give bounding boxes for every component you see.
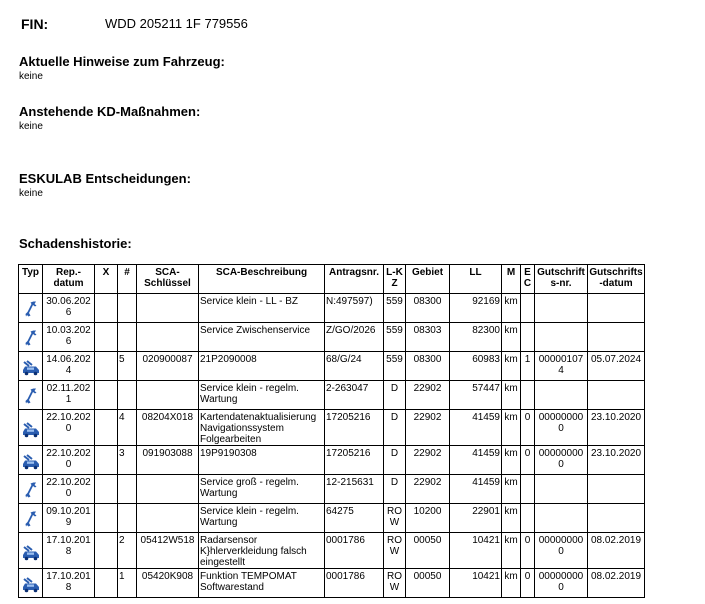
- cell-ll: 82300: [450, 323, 502, 352]
- cell-ec: [521, 504, 535, 533]
- cell-number: 2: [118, 533, 137, 569]
- header-credit-date: Gutschrifts-datum: [588, 265, 645, 294]
- header-l-kz: L-KZ: [384, 265, 406, 294]
- cell-x: [95, 294, 118, 323]
- cell-area: 08303: [406, 323, 450, 352]
- cell-m: km: [502, 381, 521, 410]
- cell-credit-number: [535, 323, 588, 352]
- cell-credit-number: 000000000: [535, 410, 588, 446]
- header-m: M: [502, 265, 521, 294]
- cell-m: km: [502, 504, 521, 533]
- cell-l-kz: 559: [384, 352, 406, 381]
- cell-m: km: [502, 475, 521, 504]
- cell-area: 00050: [406, 569, 450, 598]
- cell-area: 08300: [406, 352, 450, 381]
- cell-sca-key: [137, 381, 199, 410]
- cell-application-number: 0001786: [325, 533, 384, 569]
- cell-date: 22.10.2020: [43, 410, 95, 446]
- wrench-icon: [19, 300, 42, 318]
- table-row[interactable]: [19, 446, 645, 475]
- section-text-kd: keine: [19, 121, 43, 132]
- cell-type: [19, 323, 43, 352]
- cell-type: [19, 504, 43, 533]
- cell-l-kz: ROW: [384, 569, 406, 598]
- cell-sca-description: Service klein - regelm. Wartung: [199, 381, 325, 410]
- cell-number: [118, 323, 137, 352]
- cell-number: 3: [118, 446, 137, 475]
- cell-m: km: [502, 294, 521, 323]
- cell-x: [95, 475, 118, 504]
- history-title: Schadenshistorie:: [19, 236, 132, 251]
- header-rep-datum: Rep.-datum: [43, 265, 95, 294]
- header-sca-description: SCA-Beschreibung: [199, 265, 325, 294]
- cell-sca-description: Funktion TEMPOMAT Softwarestand: [199, 569, 325, 598]
- cell-type: [19, 294, 43, 323]
- table-row[interactable]: [19, 381, 645, 410]
- cell-m: km: [502, 446, 521, 475]
- cell-ll: 22901: [450, 504, 502, 533]
- cell-application-number: Z/GO/2026: [325, 323, 384, 352]
- cell-l-kz: 559: [384, 323, 406, 352]
- header-area: Gebiet: [406, 265, 450, 294]
- cell-credit-date: [588, 323, 645, 352]
- cell-sca-description: Service groß - regelm. Wartung: [199, 475, 325, 504]
- car-repair-icon: [19, 543, 42, 561]
- section-text-hints: keine: [19, 71, 43, 82]
- cell-application-number: 12-215631: [325, 475, 384, 504]
- cell-x: [95, 446, 118, 475]
- cell-ll: 60983: [450, 352, 502, 381]
- cell-sca-key: 05420K908: [137, 569, 199, 598]
- cell-sca-description: Radarsensor K}hlerverkleidung falsch eingestellt: [199, 533, 325, 569]
- cell-date: 22.10.2020: [43, 446, 95, 475]
- cell-ll: 57447: [450, 381, 502, 410]
- cell-sca-key: [137, 294, 199, 323]
- cell-credit-number: 000000000: [535, 446, 588, 475]
- cell-type: [19, 352, 43, 381]
- cell-sca-key: [137, 323, 199, 352]
- car-repair-icon: [19, 452, 42, 470]
- cell-application-number: N:497597): [325, 294, 384, 323]
- cell-area: 22902: [406, 446, 450, 475]
- section-title-kd: Anstehende KD-Maßnahmen:: [19, 104, 201, 119]
- cell-l-kz: D: [384, 475, 406, 504]
- car-repair-icon: [19, 420, 42, 438]
- cell-number: 5: [118, 352, 137, 381]
- cell-credit-number: [535, 381, 588, 410]
- section-text-eskulab: keine: [19, 188, 43, 199]
- damage-history-table: [18, 264, 645, 598]
- cell-l-kz: ROW: [384, 504, 406, 533]
- cell-x: [95, 381, 118, 410]
- cell-number: [118, 294, 137, 323]
- cell-area: 22902: [406, 475, 450, 504]
- cell-m: km: [502, 569, 521, 598]
- cell-ec: 0: [521, 569, 535, 598]
- cell-number: 1: [118, 569, 137, 598]
- cell-ec: 0: [521, 410, 535, 446]
- cell-credit-date: 23.10.2020: [588, 446, 645, 475]
- cell-sca-key: 091903088: [137, 446, 199, 475]
- cell-sca-key: 08204X018: [137, 410, 199, 446]
- header-typ: Typ: [19, 265, 43, 294]
- cell-sca-key: [137, 475, 199, 504]
- cell-date: 14.06.2024: [43, 352, 95, 381]
- cell-l-kz: ROW: [384, 533, 406, 569]
- cell-sca-description: Kartendatenaktualisierung Navigationssystem Folgearbeiten: [199, 410, 325, 446]
- header-application-number: Antragsnr.: [325, 265, 384, 294]
- cell-number: 4: [118, 410, 137, 446]
- cell-date: 30.06.2026: [43, 294, 95, 323]
- cell-area: 08300: [406, 294, 450, 323]
- section-title-hints: Aktuelle Hinweise zum Fahrzeug:: [19, 54, 225, 69]
- cell-ll: 41459: [450, 475, 502, 504]
- cell-area: 00050: [406, 533, 450, 569]
- cell-number: [118, 381, 137, 410]
- wrench-icon: [19, 510, 42, 528]
- wrench-icon: [19, 481, 42, 499]
- cell-credit-date: 08.02.2019: [588, 533, 645, 569]
- cell-sca-key: 05412W518: [137, 533, 199, 569]
- header-ec: EC: [521, 265, 535, 294]
- cell-date: 17.10.2018: [43, 569, 95, 598]
- cell-application-number: 17205216: [325, 410, 384, 446]
- cell-sca-key: [137, 504, 199, 533]
- cell-application-number: 0001786: [325, 569, 384, 598]
- cell-type: [19, 533, 43, 569]
- table-row[interactable]: [19, 475, 645, 504]
- fin-label: FIN:: [21, 16, 49, 32]
- cell-ll: 41459: [450, 446, 502, 475]
- cell-credit-date: [588, 381, 645, 410]
- cell-sca-description: 19P9190308: [199, 446, 325, 475]
- cell-date: 09.10.2019: [43, 504, 95, 533]
- cell-x: [95, 352, 118, 381]
- table-row[interactable]: [19, 294, 645, 323]
- cell-ec: 0: [521, 446, 535, 475]
- cell-number: [118, 504, 137, 533]
- cell-application-number: 2-263047: [325, 381, 384, 410]
- cell-date: 17.10.2018: [43, 533, 95, 569]
- cell-l-kz: D: [384, 410, 406, 446]
- cell-area: 10200: [406, 504, 450, 533]
- section-title-eskulab: ESKULAB Entscheidungen:: [19, 171, 191, 186]
- cell-date: 10.03.2026: [43, 323, 95, 352]
- cell-credit-date: 08.02.2019: [588, 569, 645, 598]
- cell-type: [19, 569, 43, 598]
- cell-m: km: [502, 352, 521, 381]
- cell-ll: 10421: [450, 533, 502, 569]
- cell-date: 02.11.2021: [43, 381, 95, 410]
- cell-x: [95, 410, 118, 446]
- cell-sca-description: Service klein - regelm. Wartung: [199, 504, 325, 533]
- cell-credit-number: 000001074: [535, 352, 588, 381]
- table-header-row: [19, 265, 645, 294]
- car-repair-icon: [19, 575, 42, 593]
- header-sca-key: SCA-Schlüssel: [137, 265, 199, 294]
- cell-type: [19, 410, 43, 446]
- cell-application-number: 17205216: [325, 446, 384, 475]
- cell-x: [95, 504, 118, 533]
- cell-sca-key: 020900087: [137, 352, 199, 381]
- table-row[interactable]: [19, 569, 645, 598]
- cell-sca-description: Service Zwischenservice: [199, 323, 325, 352]
- wrench-icon: [19, 387, 42, 405]
- cell-credit-number: [535, 475, 588, 504]
- cell-date: 22.10.2020: [43, 475, 95, 504]
- cell-application-number: 68/G/24: [325, 352, 384, 381]
- cell-l-kz: D: [384, 446, 406, 475]
- cell-application-number: 64275: [325, 504, 384, 533]
- cell-sca-description: 21P2090008: [199, 352, 325, 381]
- cell-type: [19, 446, 43, 475]
- table-row[interactable]: [19, 410, 645, 446]
- cell-x: [95, 533, 118, 569]
- cell-number: [118, 475, 137, 504]
- cell-credit-date: [588, 294, 645, 323]
- cell-m: km: [502, 533, 521, 569]
- cell-ec: 0: [521, 533, 535, 569]
- cell-credit-number: 000000000: [535, 533, 588, 569]
- car-repair-icon: [19, 358, 42, 376]
- cell-m: km: [502, 323, 521, 352]
- cell-area: 22902: [406, 410, 450, 446]
- cell-ec: 1: [521, 352, 535, 381]
- cell-area: 22902: [406, 381, 450, 410]
- cell-l-kz: 559: [384, 294, 406, 323]
- header-x: X: [95, 265, 118, 294]
- fin-value: WDD 205211 1F 779556: [105, 16, 248, 31]
- cell-credit-date: 23.10.2020: [588, 410, 645, 446]
- cell-ec: [521, 294, 535, 323]
- cell-m: km: [502, 410, 521, 446]
- table-row[interactable]: [19, 533, 645, 569]
- cell-sca-description: Service klein - LL - BZ: [199, 294, 325, 323]
- cell-credit-number: 000000000: [535, 569, 588, 598]
- table-row[interactable]: [19, 504, 645, 533]
- cell-type: [19, 475, 43, 504]
- cell-ec: [521, 475, 535, 504]
- cell-ll: 10421: [450, 569, 502, 598]
- cell-credit-date: [588, 504, 645, 533]
- header-credit-number: Gutschrifts-nr.: [535, 265, 588, 294]
- cell-ll: 92169: [450, 294, 502, 323]
- cell-ec: [521, 381, 535, 410]
- header-number: #: [118, 265, 137, 294]
- cell-type: [19, 381, 43, 410]
- cell-ll: 41459: [450, 410, 502, 446]
- table-row[interactable]: [19, 352, 645, 381]
- cell-x: [95, 569, 118, 598]
- cell-credit-number: [535, 504, 588, 533]
- cell-ec: [521, 323, 535, 352]
- header-ll: LL: [450, 265, 502, 294]
- cell-l-kz: D: [384, 381, 406, 410]
- cell-credit-number: [535, 294, 588, 323]
- table-row[interactable]: [19, 323, 645, 352]
- wrench-icon: [19, 329, 42, 347]
- cell-credit-date: 05.07.2024: [588, 352, 645, 381]
- cell-x: [95, 323, 118, 352]
- cell-credit-date: [588, 475, 645, 504]
